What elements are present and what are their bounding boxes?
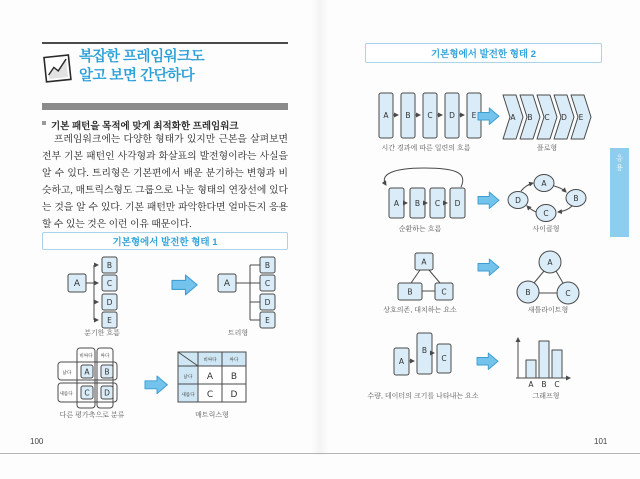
tree-diagram xyxy=(218,257,275,337)
node-label: C xyxy=(565,289,571,298)
node-label: B xyxy=(421,346,428,355)
node-label: B xyxy=(264,261,271,270)
col-label: 비싸다 xyxy=(79,353,93,358)
divider-bar xyxy=(42,103,288,110)
col-label: 비싸다 xyxy=(203,357,217,362)
branch-flow-diagram xyxy=(68,257,120,337)
node-label: E xyxy=(578,113,584,122)
node-label: D xyxy=(106,298,113,307)
page-title xyxy=(79,48,289,86)
node-label: B xyxy=(525,288,531,297)
satellite-type-diagram xyxy=(517,251,579,314)
node-label: C xyxy=(106,279,113,288)
node-label: A xyxy=(223,279,231,289)
page-number-right: 101 xyxy=(594,437,608,446)
node-label: A xyxy=(73,279,81,289)
node-label: C xyxy=(543,209,549,218)
cell-label: B xyxy=(230,372,238,382)
transform-arrow-icon xyxy=(478,259,499,276)
diagram-caption: 사이클형 xyxy=(532,226,560,233)
node-label: B xyxy=(573,194,579,203)
node-label: A xyxy=(393,199,400,208)
cycle-type-diagram xyxy=(508,175,586,234)
node-label: B xyxy=(527,113,533,122)
size-elements-diagram xyxy=(367,333,478,400)
chapter-side-tab-label: 응용 xyxy=(615,154,624,173)
diagram-caption: 시간 경과에 따른 일련의 흐름 xyxy=(381,145,471,152)
transform-arrow-icon xyxy=(478,192,499,209)
diagram-caption: 플로형 xyxy=(536,145,558,152)
node-label: D xyxy=(264,298,271,307)
node-label: C xyxy=(434,199,441,208)
bullet-square xyxy=(42,121,46,125)
node-label: C xyxy=(544,113,550,122)
page-seam xyxy=(312,0,328,455)
figure2-title-band xyxy=(365,43,602,63)
node-label: A xyxy=(421,257,427,267)
node-label: B xyxy=(405,111,411,120)
node-label: E xyxy=(265,316,270,325)
page-title-line2: 알고 보면 간단하다 xyxy=(79,68,195,84)
node-label: D xyxy=(515,196,521,205)
diagram-caption: 그래프형 xyxy=(532,393,560,400)
node-label: D xyxy=(454,199,461,208)
transform-arrow-icon xyxy=(477,353,498,370)
interdependence-diagram xyxy=(383,253,457,314)
graph-type-diagram xyxy=(516,338,570,400)
node-label: C xyxy=(441,354,447,363)
page-number-left: 100 xyxy=(30,437,44,446)
diagram-caption: 새틀라이트형 xyxy=(527,307,569,314)
node-label: B xyxy=(407,287,413,297)
cell-label: B xyxy=(104,367,110,377)
node-label: D xyxy=(449,111,455,120)
col-label: 싸다 xyxy=(100,353,110,358)
flow-type-diagram xyxy=(503,95,591,152)
row-label: 새롭다 xyxy=(59,391,73,396)
body-paragraph: 프레임워크에는 다양한 형태가 있지만 근본을 살펴보면 전부 기본 패턴인 사각형과 화살표의 발전형이라는 사실을 알 수 있다. 트리형은 기본편에서 배운 분기하는 변형과 비슷하고, 매트릭스형도 그룹으로 나눈 형태의 연장선에 있다는 것을 알 수 있다. 기본 패턴만 파악한다면 얼마든지 응용할 수 있는 것은 이런 이유 때문이다. xyxy=(42,134,288,230)
node-label: B xyxy=(106,261,113,270)
cell-label: D xyxy=(104,388,110,398)
bar-label: A xyxy=(528,380,534,389)
diagram-caption: 트리형 xyxy=(227,330,249,337)
node-label: C xyxy=(264,279,271,288)
node-label: E xyxy=(471,111,477,120)
top-rule xyxy=(42,42,288,44)
page-bottom-edge xyxy=(0,453,640,454)
cell-label: C xyxy=(206,390,214,400)
figure1-diagrams xyxy=(42,252,288,424)
bar-label: B xyxy=(541,380,547,389)
node-label: C xyxy=(427,111,433,120)
transform-arrow-icon xyxy=(145,376,167,394)
figure2-diagrams xyxy=(362,70,612,410)
node-label: A xyxy=(383,111,389,120)
col-label: 싸다 xyxy=(229,357,239,362)
transform-arrow-icon xyxy=(172,275,197,295)
line-chart-icon xyxy=(43,54,73,84)
row-label: 낡다 xyxy=(62,370,72,375)
page-title-line1: 복잡한 프레임워크도 xyxy=(79,49,205,65)
cell-label: A xyxy=(84,367,90,377)
diagram-caption: 분기한 흐름 xyxy=(84,330,120,337)
chapter-side-tab xyxy=(610,148,629,237)
node-label: A xyxy=(398,357,405,366)
diagram-caption: 다른 평가축으로 분류 xyxy=(59,412,125,419)
figure2-title: 기본형에서 발전한 형태 2 xyxy=(431,49,536,60)
axes-classification-diagram xyxy=(58,348,125,419)
node-label: B xyxy=(414,199,421,208)
figure1-title-band xyxy=(42,232,288,250)
diagram-caption: 수량, 데이터의 크기를 나타내는 요소 xyxy=(367,393,479,400)
section-heading-text: 기본 패턴을 목적에 맞게 최적화한 프레임워크 xyxy=(51,121,239,132)
figure1-title: 기본형에서 발전한 형태 1 xyxy=(112,237,218,248)
circulating-flow-diagram xyxy=(384,168,465,233)
cell-label: D xyxy=(230,390,238,400)
cell-label: C xyxy=(84,388,90,398)
sequential-flow-diagram xyxy=(379,93,481,152)
node-label: A xyxy=(547,258,553,267)
row-label: 새롭다 xyxy=(181,392,195,397)
matrix-diagram xyxy=(178,352,246,419)
node-label: A xyxy=(510,113,516,122)
node-label: D xyxy=(561,113,567,122)
bar-label: C xyxy=(554,380,560,389)
node-label: C xyxy=(441,287,447,297)
diagram-caption: 순환하는 흐름 xyxy=(398,226,442,233)
section-heading xyxy=(42,118,288,132)
diagram-caption: 매트릭스형 xyxy=(195,412,229,419)
node-label: A xyxy=(541,179,547,188)
diagram-caption: 상호의존, 대치하는 요소 xyxy=(383,307,457,314)
node-label: E xyxy=(107,316,112,325)
cell-label: A xyxy=(206,372,214,382)
row-label: 낡다 xyxy=(183,374,193,379)
